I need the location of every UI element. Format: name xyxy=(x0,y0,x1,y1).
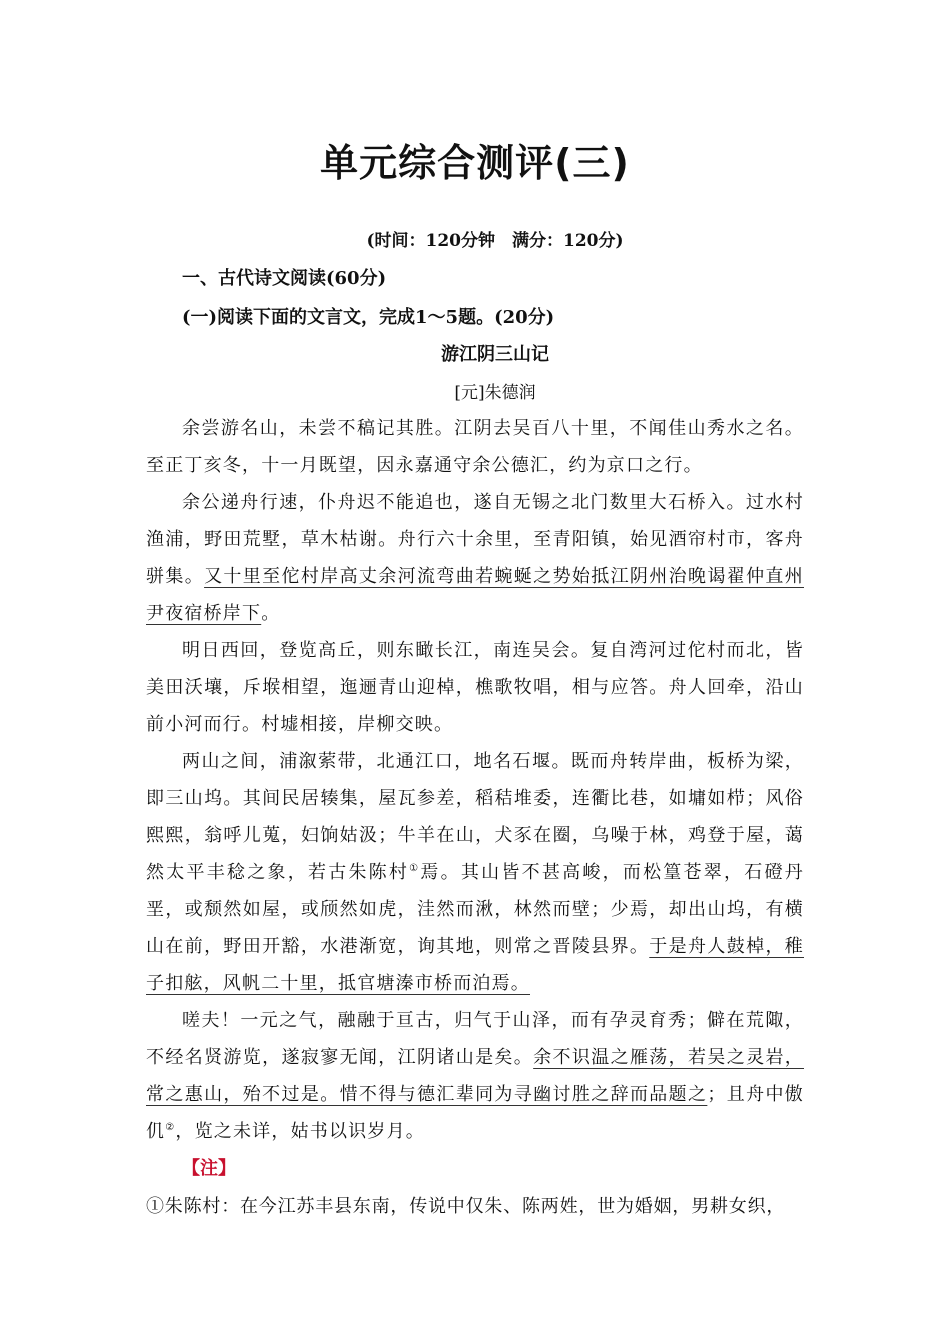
notes-heading: 【注】 xyxy=(182,1158,236,1179)
paragraph-5: 嗟夫！一元之气，融融于亘古，归气于山泽，而有孕灵育秀；僻在荒陬，不经名贤游览，遂寂寥无闻，江阴诸山是矣。余不识温之雁荡，若吴之灵岩，常之惠山，殆不过是。惜不得与德汇辈同为寻幽讨胜之辞而品题之；且舟中傲仉②，览之未详，姑书以识岁月。 xyxy=(146,1010,805,1142)
footnote-marker-2: ② xyxy=(165,1122,176,1133)
underlined-sentence-1: 又十里至佗村岸高丈余河流弯曲若蜿蜒之势始抵江阴州治晚谒翟仲直州尹夜宿桥岸下 xyxy=(146,566,804,624)
essay-body xyxy=(146,410,804,1150)
paragraph-2: 余公递舟行速，仆舟迟不能追也，遂自无锡之北门数里大石桥入。过水村渔浦，野田荒墅，草木枯谢。舟行六十余里，至青阳镇，始见酒帘村市，客舟骈集。又十里至佗村岸高丈余河流弯曲若蜿蜒之势始抵江阴州治晚谒翟仲直州尹夜宿桥岸下。 xyxy=(146,492,804,624)
note-1: ①朱陈村：在今江苏丰县东南，传说中仅朱、陈两姓，世为婚姻，男耕女织， xyxy=(146,1196,786,1217)
time-and-score-info: (时间：120分钟 满分：120分) xyxy=(366,231,624,251)
page-title: 单元综合测评(三) xyxy=(320,141,630,185)
underlined-sentence-3: 余不识温之雁荡，若吴之灵岩，常之惠山，殆不过是。惜不得与德汇辈同为寻幽讨胜之辞而品题之 xyxy=(146,1047,804,1105)
paragraph-3: 明日西回，登览高丘，则东瞰长江，南连吴会。复自湾河过佗村而北，皆美田沃壤，斥堠相望，迤逦青山迎棹，樵歌牧唱，相与应答。舟人回牵，沿山前小河而行。村墟相接，岸柳交映。 xyxy=(146,640,804,735)
footnote-marker-1: ① xyxy=(409,863,421,874)
section-heading: 一、古代诗文阅读(60分) xyxy=(182,268,387,289)
paragraph-1: 余尝游名山，未尝不稿记其胜。江阴去吴百八十里，不闻佳山秀水之名。至正丁亥冬，十一月既望，因永嘉通守余公德汇，约为京口之行。 xyxy=(146,418,804,476)
subsection-heading: (一)阅读下面的文言文，完成1～5题。(20分) xyxy=(182,307,555,328)
essay-author: [元]朱德润 xyxy=(454,383,536,403)
essay-title: 游江阴三山记 xyxy=(441,344,549,365)
paragraph-4: 两山之间，浦溆萦带，北通江口，地名石堰。既而舟转岸曲，板桥为梁，即三山坞。其间民居辏集，屋瓦参差，稻秸堆委，连衢比巷，如墉如栉；风俗熙熙，翁呼儿蒐，妇饷姑汲；牛羊在山，犬豕在圈，乌噪于林，鸡登于屋，蔼然太平丰稔之象，若古朱陈村①焉。其山皆不甚高峻，而松篁苍翠，石磴丹垩，或颓然如屋，或颀然如虎，洼然而湫，林然而壁；少焉，却出山坞，有横山在前，野田开豁，水港渐宽，询其地，则常之晋陵县界。于是舟人鼓棹，稚子扣舷，风帆二十里，抵官塘溱市桥而泊焉。 xyxy=(146,751,804,994)
underlined-sentence-2: 于是舟人鼓棹，稚子扣舷，风帆二十里，抵官塘溱市桥而泊焉。 xyxy=(146,936,804,994)
